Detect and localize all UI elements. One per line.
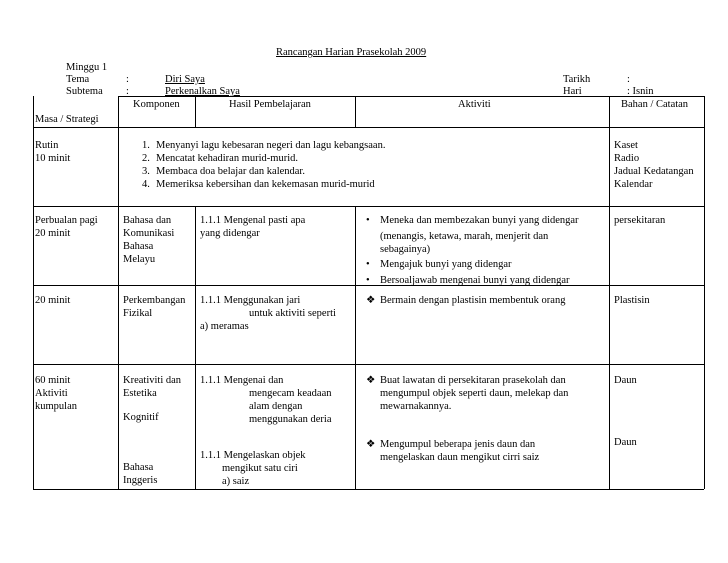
- row3-aktiviti-list: [366, 294, 565, 309]
- hari-label: Hari: [563, 86, 582, 97]
- header-komponen: Komponen: [133, 99, 180, 110]
- row3-hasil: 1.1.1 Menggunakan jari untuk aktiviti seperti a) meramas: [200, 295, 336, 333]
- row2-bahan: persekitaran: [614, 215, 666, 226]
- row4-komponen-kognitif: Kognitif: [123, 412, 159, 423]
- tema-label: Tema: [66, 74, 90, 85]
- list-item: ❖ Mengumpul beberapa jenis daun dan mengelaskan daun mengikut cirri saiz: [366, 439, 540, 464]
- document-title: Rancangan Harian Prasekolah 2009: [276, 47, 427, 58]
- row4-masa: 60 minit Aktiviti kumpulan: [35, 375, 77, 413]
- row3-komponen: Perkembangan Fizikal: [123, 295, 186, 320]
- header-aktiviti: Aktiviti: [458, 99, 491, 110]
- subtema-colon: :: [126, 86, 129, 97]
- header-masa: Masa / Strategi: [35, 114, 99, 125]
- header-bahan: Bahan / Catatan: [621, 99, 689, 110]
- subtema-value: Perkenalkan Saya: [165, 86, 240, 97]
- row1-aktiviti-list: [142, 139, 385, 192]
- row4-aktiviti-list-b: [366, 438, 539, 466]
- row2-hasil: 1.1.1 Mengenal pasti apa yang didengar: [200, 215, 306, 240]
- row4-komponen-kreativiti: Kreativiti dan Estetika: [123, 375, 182, 400]
- row4-bahan-b: Daun: [614, 437, 637, 448]
- list-item: 4. Memeriksa kebersihan dan kekemasan murid-murid: [142, 179, 375, 191]
- row1-bahan: Kaset Radio Jadual Kedatangan Kalendar: [614, 140, 694, 191]
- list-item: • Mengajuk bunyi yang didengar: [366, 259, 512, 271]
- hari-value: : Isnin: [627, 86, 654, 97]
- row2-komponen: Bahasa dan Komunikasi Bahasa Melayu: [123, 215, 175, 266]
- minggu-label: Minggu 1: [66, 62, 108, 73]
- list-item: 3. Membaca doa belajar dan kalendar.: [142, 166, 305, 178]
- list-item: ❖ Buat lawatan di persekitaran prasekolah dan mengumpul objek seperti daun, melekap dan mewarnakannya.: [366, 375, 569, 413]
- subtema-label: Subtema: [66, 86, 103, 97]
- row2-masa: Perbualan pagi 20 minit: [35, 215, 98, 240]
- list-item: ❖ Bermain dengan plastisin membentuk orang: [366, 295, 566, 306]
- header-hasil: Hasil Pembelajaran: [229, 99, 311, 110]
- row4-komponen-bahasa-inggeris: Bahasa Inggeris: [123, 462, 158, 487]
- list-item: • Bersoaljawab mengenai bunyi yang didengar: [366, 274, 570, 286]
- list-item: 1. Menyanyi lagu kebesaran negeri dan lagu kebangsaan.: [142, 140, 386, 151]
- tarikh-label: Tarikh: [563, 74, 591, 85]
- row1-masa: Rutin 10 minit: [35, 140, 71, 165]
- row4-bahan-a: Daun: [614, 375, 637, 386]
- row3-masa: 20 minit: [35, 295, 71, 306]
- list-item: • Meneka dan membezakan bunyi yang didengar (menangis, ketawa, marah, menjerit dan sebagainya): [366, 215, 579, 256]
- list-item: 2. Mencatat kehadiran murid-murid.: [142, 153, 298, 165]
- row3-bahan: Plastisin: [614, 295, 650, 306]
- tema-value: Diri Saya: [165, 74, 205, 85]
- tema-colon: :: [126, 74, 129, 85]
- row2-aktiviti-list: [366, 214, 579, 289]
- row4-hasil-b: 1.1.1 Mengelaskan objek mengikut satu ciri a) saiz: [200, 450, 306, 488]
- row4-hasil-a: 1.1.1 Mengenai dan mengecam keadaan alam dengan menggunakan deria: [200, 375, 332, 426]
- tarikh-value: :: [627, 74, 630, 85]
- row4-aktiviti-list-a: [366, 374, 568, 415]
